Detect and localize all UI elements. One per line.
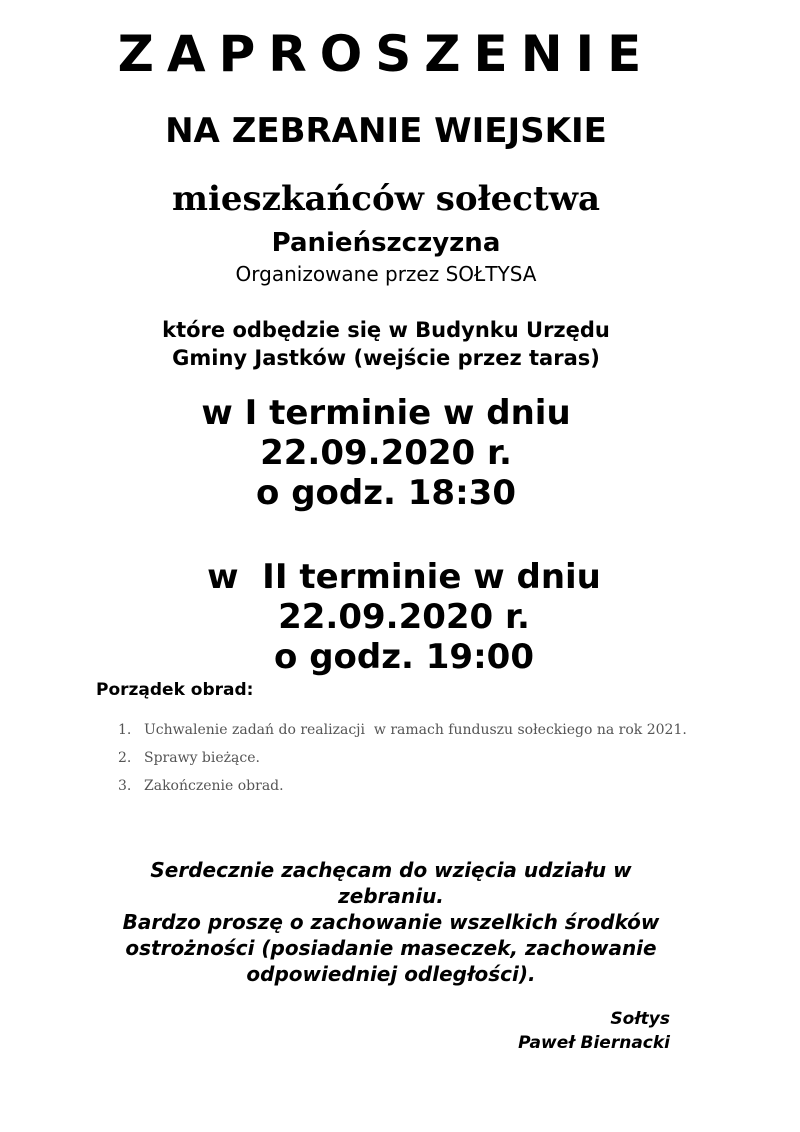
closing-message xyxy=(0,857,791,987)
signature-name: Paweł Biernacki xyxy=(518,1033,670,1053)
agenda-item xyxy=(118,744,687,772)
agenda-heading: Porządek obrad: xyxy=(96,680,254,700)
term-date: 22.09.2020 r. xyxy=(260,433,512,473)
agenda-item-number: 1. xyxy=(118,722,132,738)
closing-line: Bardzo proszę o zachowanie wszelkich środków xyxy=(122,910,660,934)
agenda-item-number: 2. xyxy=(118,750,132,766)
agenda-item-number: 3. xyxy=(118,778,132,794)
closing-line: odpowiedniej odległości). xyxy=(246,962,536,986)
location-line: które odbędzie się w Budynku Urzędu xyxy=(162,318,610,342)
closing-line: Serdecznie zachęcam do wzięcia udziału w xyxy=(150,858,632,882)
agenda-item-text: Sprawy bieżące. xyxy=(144,750,260,766)
agenda-list xyxy=(118,716,687,800)
agenda-item-text: Zakończenie obrad. xyxy=(144,778,284,794)
closing-line: ostrożności (posiadanie maseczek, zachowanie xyxy=(125,936,657,960)
second-term xyxy=(4,557,800,677)
organizer-line: Organizowane przez SOŁTYSA xyxy=(235,262,537,286)
location-line: Gminy Jastków (wejście przez taras) xyxy=(172,346,600,370)
signature-block xyxy=(518,1007,670,1055)
agenda-item xyxy=(118,716,687,744)
signature-role: Sołtys xyxy=(610,1009,670,1029)
term-time: o godz. 18:30 xyxy=(256,473,516,513)
meeting-subtitle: NA ZEBRANIE WIEJSKIE xyxy=(165,111,607,151)
term-label: w II terminie w dniu xyxy=(207,557,601,597)
closing-line: zebraniu. xyxy=(338,884,444,908)
agenda-item xyxy=(118,772,687,800)
first-term xyxy=(0,393,786,513)
invitation-title: ZAPROSZENIE xyxy=(117,25,655,83)
term-label: w I terminie w dniu xyxy=(201,393,571,433)
agenda-item-text: Uchwalenie zadań do realizacji w ramach funduszu sołeckiego na rok 2021. xyxy=(144,722,687,738)
term-time: o godz. 19:00 xyxy=(274,637,534,677)
village-name: Panieńszczyzna xyxy=(271,228,501,258)
term-date: 22.09.2020 r. xyxy=(278,597,530,637)
residents-line: mieszkańców sołectwa xyxy=(171,179,600,219)
meeting-location xyxy=(0,316,786,372)
